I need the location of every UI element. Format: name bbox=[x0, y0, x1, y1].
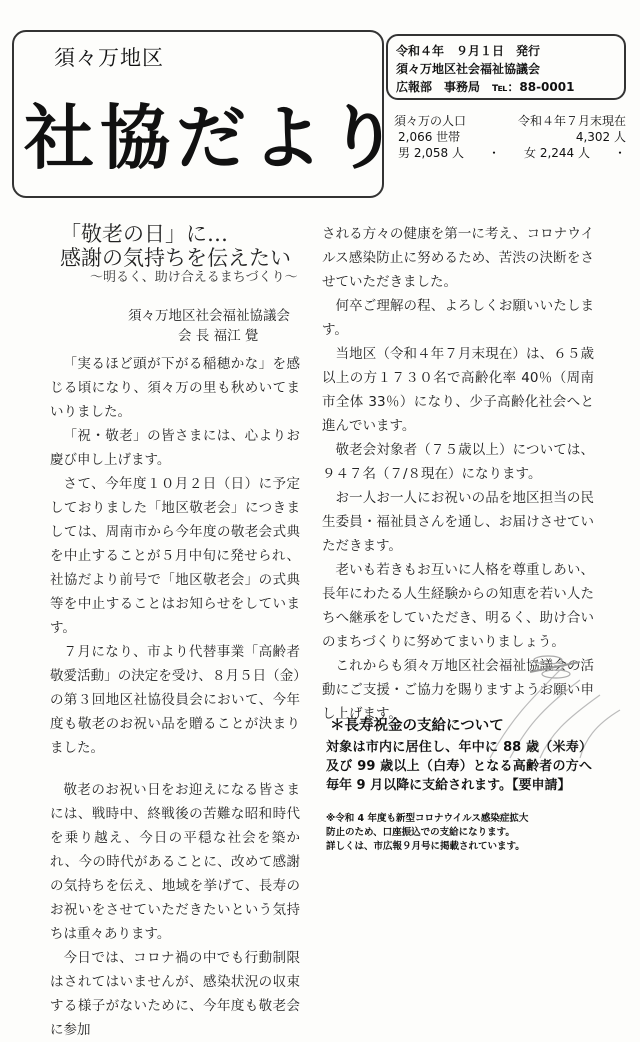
separator: ・ bbox=[487, 146, 500, 160]
population-total-row bbox=[394, 129, 626, 145]
notice-title: ＊長寿祝金の支給について bbox=[330, 718, 504, 734]
newsletter-title: 社協だより bbox=[24, 96, 404, 179]
paragraph: 老いも若きもお互いに人格を尊重しあい、長年にわたる人生経験からの知恵を若い人たちへ継承をしていただき、明るく、助け合いのまちづくりに努めてまいりましょう。 bbox=[322, 562, 594, 650]
paragraph: 「実るほど頭が下がる稲穂かな」を感じる頃になり、須々万の里も秋めいてまいりました。 bbox=[50, 356, 300, 420]
notice-note-line: 詳しくは、市広報９月号に掲載されています。 bbox=[326, 841, 525, 852]
separator-tail: ・ bbox=[613, 146, 626, 160]
article-heading-1: 「敬老の日」に… bbox=[60, 222, 228, 246]
population-as-of: 令和４年７月末現在 bbox=[517, 114, 626, 128]
population-label: 須々万の人口 bbox=[394, 114, 467, 128]
paragraph: 当地区（令和４年７月末現在）は、６５歳以上の方１７３０名で高齢化率 40％（周南市全体 33％）になり、少子高齢化社会へと進んでいます。 bbox=[322, 346, 594, 434]
paragraph: お一人お一人にお祝いの品を地区担当の民生委員・福祉員さんを通し、お届けさせていただきます。 bbox=[322, 490, 594, 554]
paragraph: 「祝・敬老」の皆さまには、心よりお慶び申し上げます。 bbox=[50, 428, 300, 468]
households: 2,066 世帯 bbox=[398, 130, 461, 144]
title-box bbox=[12, 30, 404, 198]
population-header bbox=[394, 113, 626, 129]
paragraph: 何卒ご理解の程、よろしくお願いいたします。 bbox=[322, 298, 594, 338]
article-heading-2: 感謝の気持ちを伝えたい bbox=[60, 246, 291, 270]
department-contact: 広報部 事務局 ℡：88-0001 bbox=[396, 80, 575, 94]
paragraph: 敬老のお祝い日をお迎えになる皆さまには、戦時中、終戦後の苦難な昭和時代を乗り越え、今日の平穏な社会を築かれ、今の時代があることに、改めて感謝の気持ちを伝え、地域を挙げて、長寿のお祝いをさせていただきたいという気持ちは重々あります。 bbox=[50, 782, 300, 942]
population-total: 4,302 人 bbox=[575, 130, 626, 144]
paragraph: これからも須々万地区社会福祉協議会の活動にご支援・ご協力を賜りますようお願い申し上げます。 bbox=[322, 658, 594, 722]
publisher: 須々万地区社会福祉協議会 bbox=[396, 62, 541, 76]
notice-note-line: ※令和 4 年度も新型コロナウイルス感染症拡大 bbox=[326, 813, 529, 824]
notice-body: 対象は市内に居住し、年中に 88 歳（米寿）及び 99 歳以上（白寿）となる高齢者の方へ 毎年 9 月以降に支給されます。【要申請】 bbox=[326, 740, 592, 793]
population-female: 女 2,244 人 bbox=[524, 146, 590, 160]
paragraph: される方々の健康を第一に考え、コロナウイルス感染防止に努めるため、苦渋の決断をさせていただきました。 bbox=[322, 226, 594, 290]
left-column bbox=[50, 352, 300, 1042]
paragraph: さて、今年度１０月２日（日）に予定しておりました「地区敬老会」につきましては、周南市から今年度の敬老会式典を中止することが５月中旬に発せられ、社協だより前号で「地区敬老会」の式典等を中止することはお知らせをしています。 bbox=[50, 476, 300, 636]
paragraph: ７月になり、市より代替事業「高齢者敬愛活動」の決定を受け、８月５日（金）の第３回地区社協役員会において、今年度も敬老のお祝い品を贈ることが決まりました。 bbox=[50, 644, 300, 756]
article-subheading: ～明るく、助け合えるまちづくり～ bbox=[90, 270, 298, 285]
signature-org: 須々万地区社会福祉協議会 bbox=[128, 308, 290, 324]
paragraph: 今日では、コロナ禍の中でも行動制限はされてはいませんが、感染状況の収束する様子がないために、今年度も敬老会に参加 bbox=[50, 950, 300, 1038]
notice-note bbox=[326, 812, 596, 854]
notice-note-line: 防止のため、口座振込での支給になります。 bbox=[326, 827, 515, 838]
signature-chair: 会 長 福江 覺 bbox=[178, 328, 259, 344]
publication-info-box bbox=[386, 34, 626, 100]
paragraph: 敬老会対象者（７５歳以上）については、９４７名（７/８現在）になります。 bbox=[322, 442, 594, 482]
article-signature bbox=[128, 306, 290, 346]
publish-date: 令和４年 ９月１日 発行 bbox=[396, 44, 541, 58]
population-male: 男 2,058 人 bbox=[398, 146, 464, 160]
population-gender-row bbox=[394, 145, 626, 161]
population-block bbox=[394, 113, 626, 161]
area-name: 須々万地区 bbox=[54, 46, 164, 70]
